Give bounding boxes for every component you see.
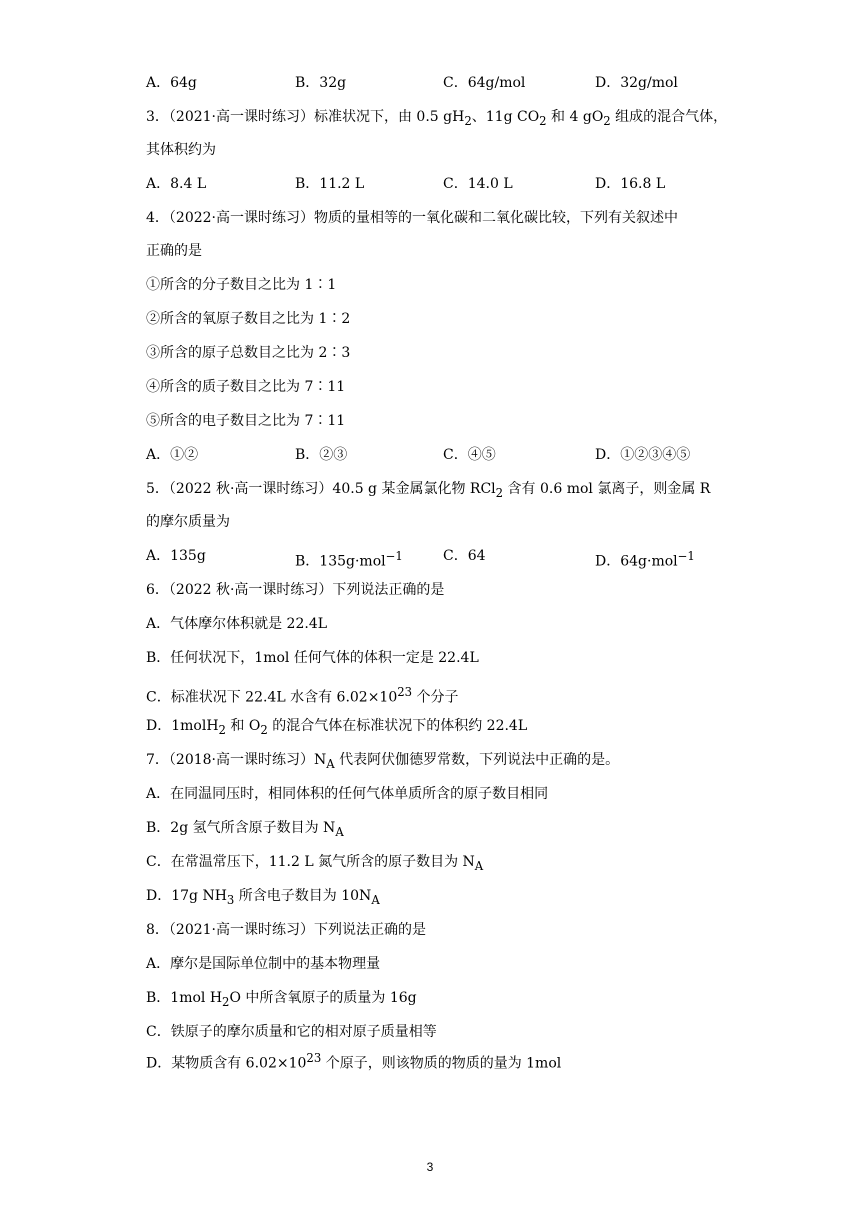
text-line: A．气体摩尔体积就是 22.4L: [146, 616, 328, 632]
text-line: 7．（2018·高一课时练习）$N_A$ 代表阿伏伽德罗常数，下列说法中正确的是。: [146, 752, 620, 771]
answer-option: A．135g: [146, 548, 206, 564]
text-line: B．2g 氢气所含原子数目为 $N_A$: [146, 820, 344, 839]
text-line: ④所含的质子数目之比为 7∶11: [146, 379, 346, 395]
text-line: 正确的是: [146, 243, 202, 259]
answer-option: C．14.0 L: [443, 176, 513, 192]
text-line: ②所含的氧原子数目之比为 1∶2: [146, 311, 351, 327]
text-line: ③所含的原子总数目之比为 2∶3: [146, 345, 351, 361]
answer-option: D．64g·mol$^{-1}$: [595, 549, 695, 570]
answer-options-row: [146, 445, 746, 465]
answer-option: C．64g/mol: [443, 75, 526, 91]
text-line: C．标准状况下 22.4L 水含有 $6.02\times 10^{23}$ 个分子: [146, 685, 459, 706]
text-line: 3．（2021·高一课时练习）标准状况下，由 0.5 $gH_2$、11g $CO_2$ 和 4 $gO_2$ 组成的混合气体，: [146, 109, 728, 128]
answer-option: D．32g/mol: [595, 75, 678, 91]
text-line: D．1molH$_2$ 和 $O_2$ 的混合气体在标准状况下的体积约 22.4L: [146, 718, 528, 737]
answer-option: C．④⑤: [443, 447, 496, 463]
answer-options-row: [146, 174, 746, 194]
text-line: 4．（2022·高一课时练习）物质的量相等的一氧化碳和二氧化碳比较，下列有关叙述中: [146, 210, 678, 226]
answer-option: C．64: [443, 548, 486, 564]
text-line: B．任何状况下，1mol 任何气体的体积一定是 22.4L: [146, 650, 479, 666]
answer-option: D．16.8 L: [595, 176, 666, 192]
text-line: D．某物质含有 $6.02\times 10^{23}$ 个原子，则该物质的物质的量为 1mol: [146, 1051, 562, 1072]
answer-option: B．32g: [295, 75, 347, 91]
answer-option: A．64g: [146, 75, 197, 91]
text-line: C．在常温常压下，11.2 L 氮气所含的原子数目为 $N_A$: [146, 854, 484, 873]
text-line: ①所含的分子数目之比为 1∶1: [146, 277, 337, 293]
text-line: A．在同温同压时，相同体积的任何气体单质所含的原子数目相同: [146, 786, 549, 802]
text-line: D．17g $NH_3$ 所含电子数目为 $10N_A$: [146, 888, 380, 907]
text-line: B．1mol $H_2O$ 中所含氧原子的质量为 16g: [146, 990, 417, 1009]
text-line: 8．（2021·高一课时练习）下列说法正确的是: [146, 922, 426, 938]
answer-option: A．8.4 L: [146, 176, 207, 192]
text-line: 其体积约为: [146, 142, 216, 158]
text-line: 5．（2022 秋·高一课时练习）40.5 g 某金属氯化物 RCl$_2$ 含有 0.6 mol 氯离子，则金属 R: [146, 481, 711, 500]
text-line: ⑤所含的电子数目之比为 7∶11: [146, 413, 346, 429]
answer-options-row: [146, 546, 746, 570]
answer-option: A．①②: [146, 447, 199, 463]
text-line: 的摩尔质量为: [146, 514, 230, 530]
answer-options-row: [146, 73, 746, 93]
page-number: 3: [426, 1160, 434, 1174]
answer-option: D．①②③④⑤: [595, 447, 691, 463]
text-line: 6．（2022 秋·高一课时练习）下列说法正确的是: [146, 582, 445, 598]
answer-option: B．②③: [295, 447, 348, 463]
text-line: A．摩尔是国际单位制中的基本物理量: [146, 956, 381, 972]
text-line: C．铁原子的摩尔质量和它的相对原子质量相等: [146, 1024, 437, 1040]
answer-option: B．135g·mol$^{-1}$: [295, 549, 403, 570]
answer-option: B．11.2 L: [295, 176, 365, 192]
